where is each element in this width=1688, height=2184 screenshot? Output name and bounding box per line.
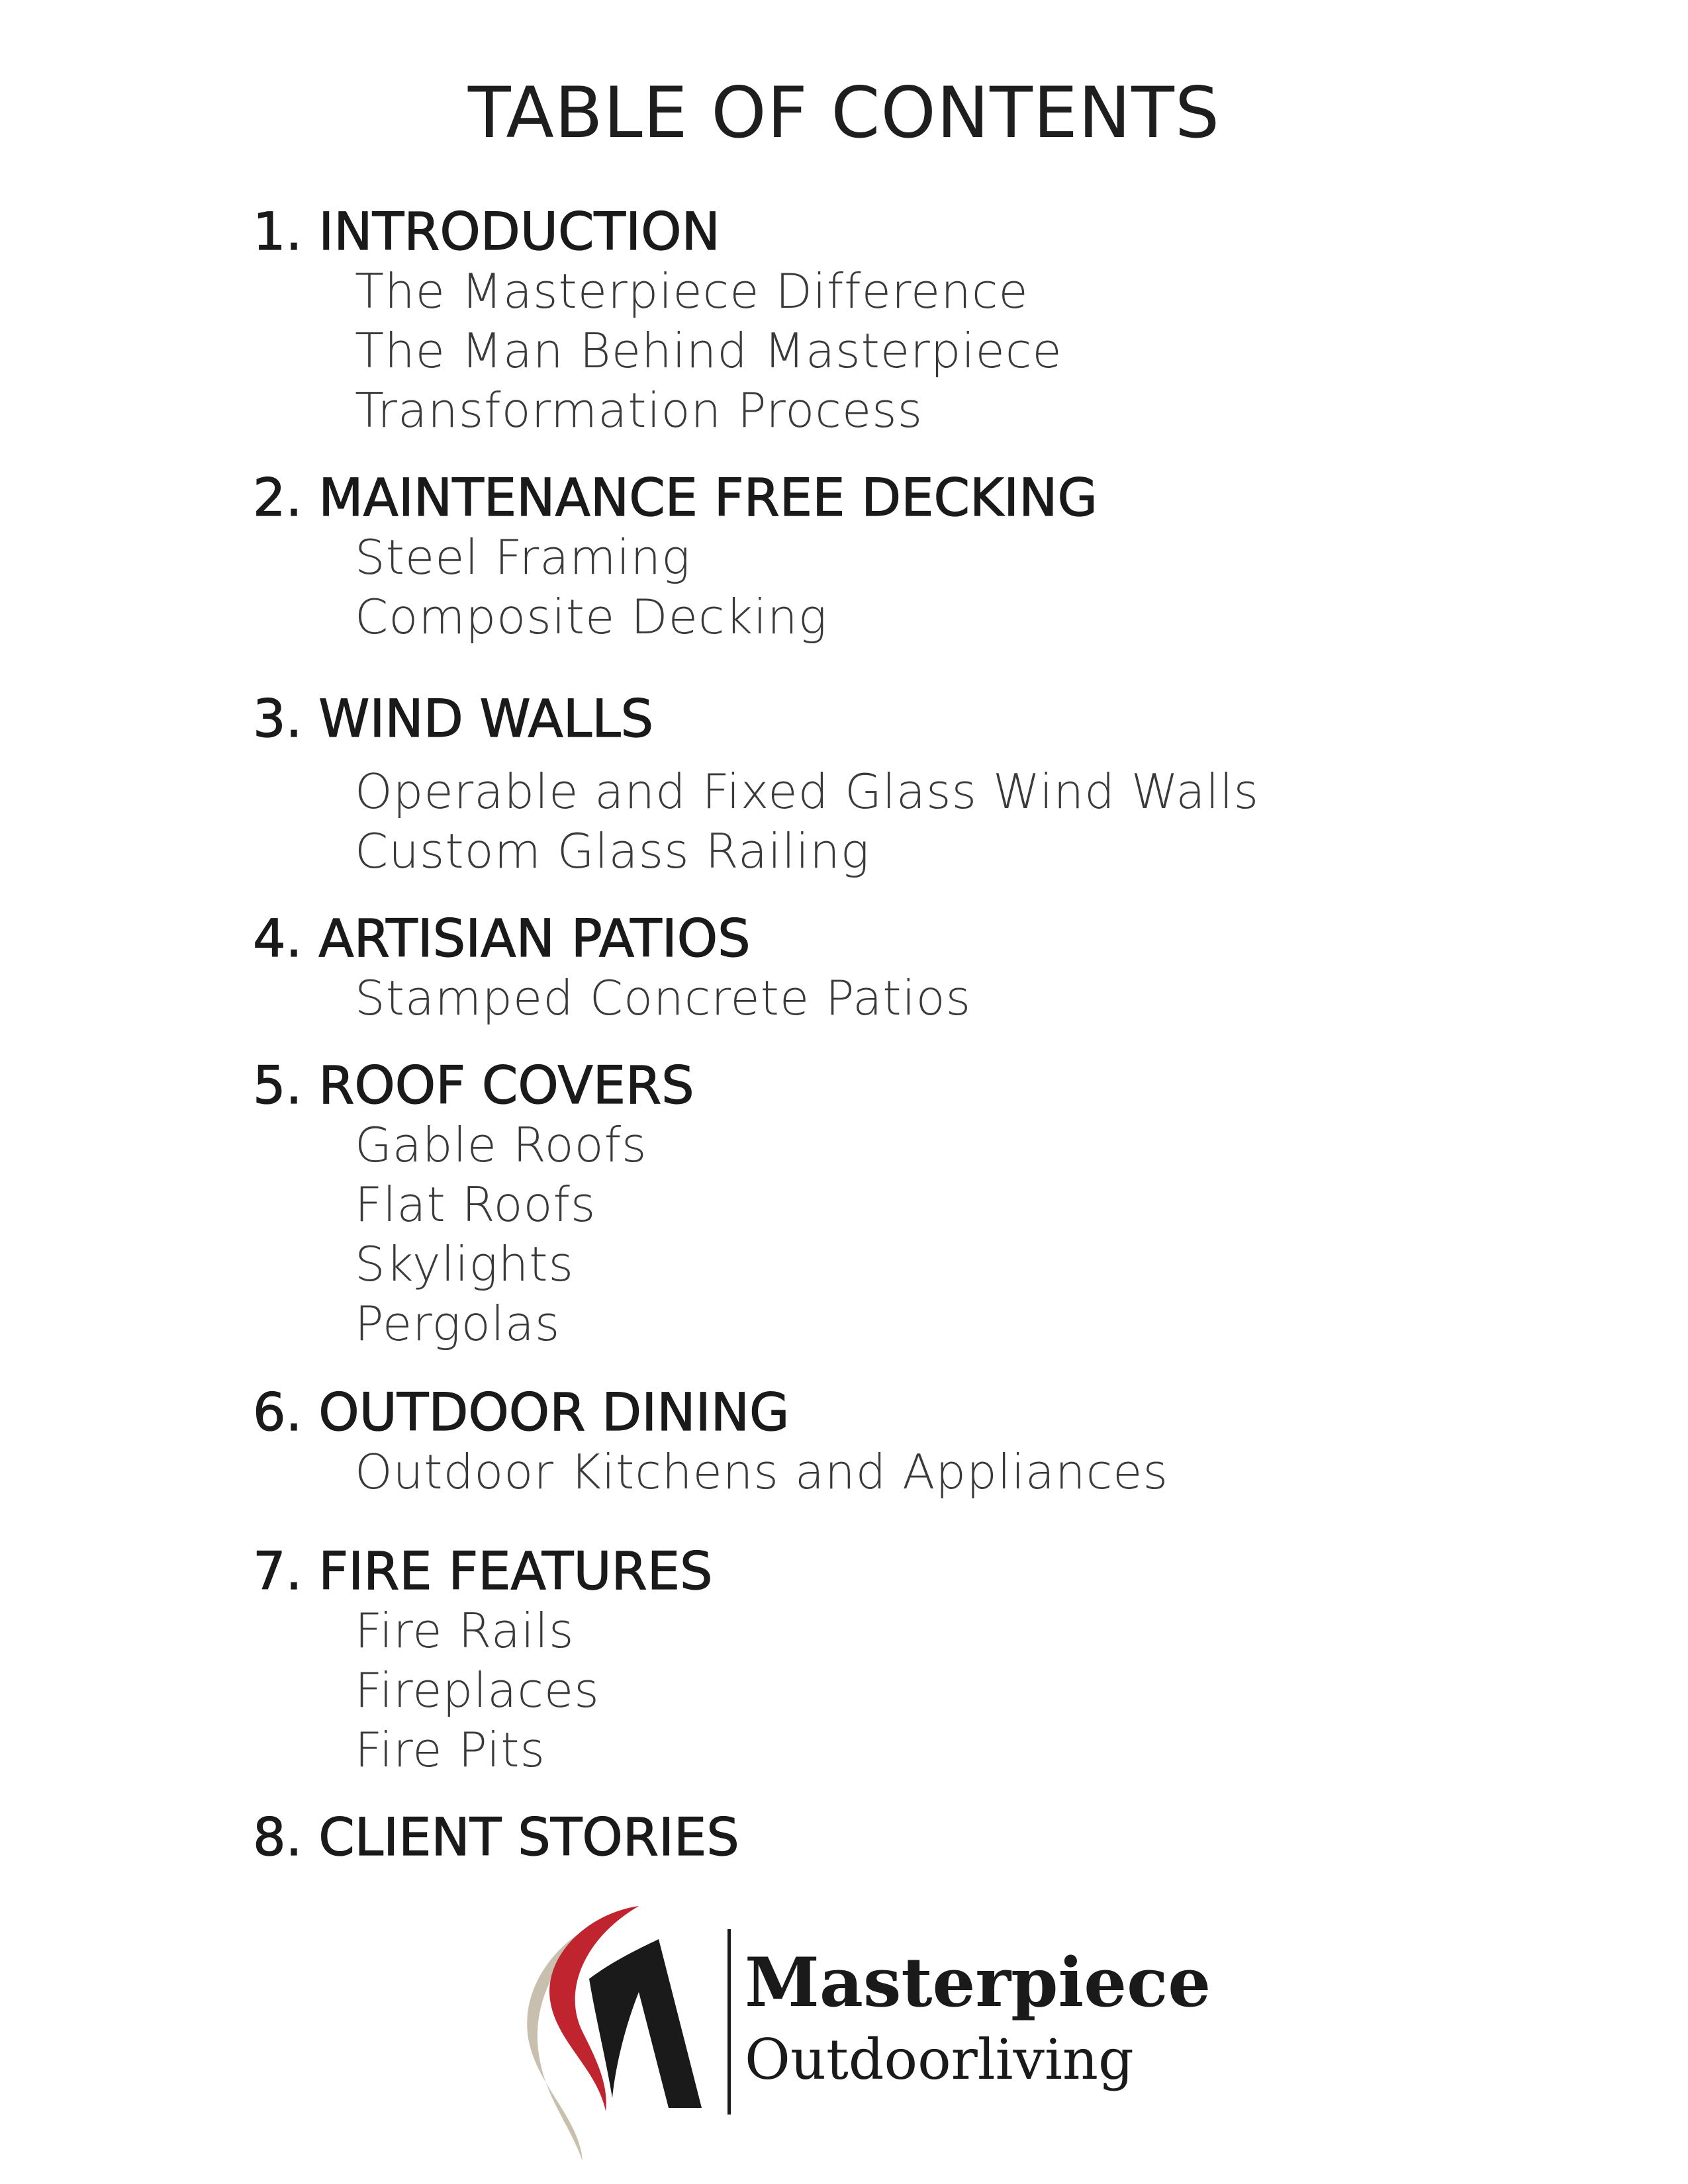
section-heading-fire-features[interactable]: 7. FIRE FEATURES [253, 1542, 713, 1602]
toc-item[interactable]: Steel Framing [355, 529, 691, 585]
logo-divider [727, 1929, 731, 2115]
section-heading-roof-covers[interactable]: 5. ROOF COVERS [253, 1056, 694, 1116]
toc-item[interactable]: Fire Rails [355, 1603, 575, 1659]
page-title: TABLE OF CONTENTS [467, 72, 1221, 154]
logo-wordmark-line1: Masterpiece [745, 1943, 1211, 2023]
section-heading-introduction[interactable]: 1. INTRODUCTION [253, 203, 720, 262]
section-heading-patios[interactable]: 4. ARTISIAN PATIOS [253, 909, 751, 969]
toc-item[interactable]: Composite Decking [355, 589, 828, 645]
toc-item[interactable]: Transformation Process [355, 383, 923, 438]
toc-item[interactable]: Flat Roofs [355, 1177, 596, 1232]
toc-item[interactable]: Stamped Concrete Patios [355, 970, 972, 1026]
section-heading-outdoor-dining[interactable]: 6. OUTDOOR DINING [253, 1383, 790, 1443]
toc-item[interactable]: The Man Behind Masterpiece [355, 323, 1062, 379]
toc-item[interactable]: Pergolas [355, 1296, 561, 1351]
toc-item[interactable]: Fire Pits [355, 1722, 545, 1778]
section-heading-client-stories[interactable]: 8. CLIENT STORIES [253, 1808, 739, 1868]
toc-item[interactable]: Fireplaces [355, 1662, 600, 1718]
section-heading-wind-walls[interactable]: 3. WIND WALLS [253, 690, 654, 749]
toc-item[interactable]: Operable and Fixed Glass Wind Walls [355, 764, 1259, 819]
toc-item[interactable]: Skylights [355, 1236, 575, 1292]
toc-item[interactable]: Outdoor Kitchens and Appliances [355, 1444, 1168, 1500]
section-heading-decking[interactable]: 2. MAINTENANCE FREE DECKING [253, 469, 1098, 528]
logo-wordmark-line2: Outdoorliving [745, 2027, 1134, 2092]
toc-item[interactable]: Custom Glass Railing [355, 823, 870, 879]
toc-item[interactable]: Gable Roofs [355, 1117, 647, 1173]
toc-item[interactable]: The Masterpiece Difference [355, 263, 1029, 319]
